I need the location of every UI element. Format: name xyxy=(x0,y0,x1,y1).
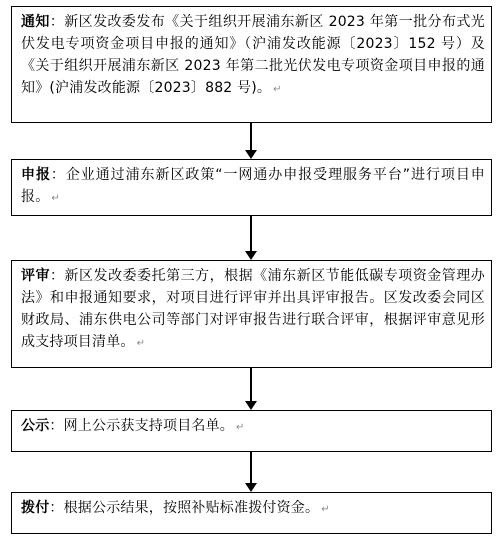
step-review-text: ：新区发改委委托第三方，根据《浦东新区节能低碳专项资金管理办法》和申报通知要求，对项目进行评审并出具评审报告。区发改委会同区财政局、浦东供电公司等部门对评审报告进行联合评审，根据评审意见形成支持项目清单。 xyxy=(21,268,486,350)
step-notice-box xyxy=(11,6,492,123)
flow-arrow-1 xyxy=(244,123,258,159)
paragraph-mark-icon: ↵ xyxy=(321,504,330,515)
flow-arrow-4 xyxy=(244,452,258,492)
paragraph-mark-icon: ↵ xyxy=(51,193,60,204)
flow-arrow-2 xyxy=(244,216,258,260)
step-review-label: 评审 xyxy=(21,268,51,284)
step-payment-text: ：根据公示结果，按照补贴标准拨付资金。 xyxy=(49,500,320,516)
step-notice-label: 通知 xyxy=(21,14,50,30)
paragraph-mark-icon: ↵ xyxy=(136,338,146,349)
step-apply-box xyxy=(11,159,492,216)
step-publicity-label: 公示 xyxy=(21,418,50,434)
step-review-box xyxy=(11,260,492,368)
paragraph-mark-icon: ↵ xyxy=(236,422,245,433)
step-publicity-box xyxy=(11,410,492,452)
paragraph-mark-icon: ↵ xyxy=(273,84,282,95)
step-apply-text: ：企业通过浦东新区政策“一网通办申报受理服务平台”进行项目申报。 xyxy=(21,167,485,205)
step-publicity-text: ：网上公示获支持项目名单。 xyxy=(49,418,235,434)
step-notice-text: ：新区发改委发布《关于组织开展浦东新区 2023 年第一批分布式光伏发电专项资金项目申报的通知》（沪浦发改能源〔2023〕152 号）及《关于组织开展浦东新区 2023 年第二批光伏发电专项资金项目申报的通知》(沪浦发改能源〔2023〕882 号)。 xyxy=(21,14,485,96)
step-payment-box xyxy=(11,492,492,534)
flow-arrow-3 xyxy=(244,368,258,410)
step-payment-label: 拨付 xyxy=(21,500,50,516)
step-apply-label: 申报 xyxy=(21,167,51,183)
